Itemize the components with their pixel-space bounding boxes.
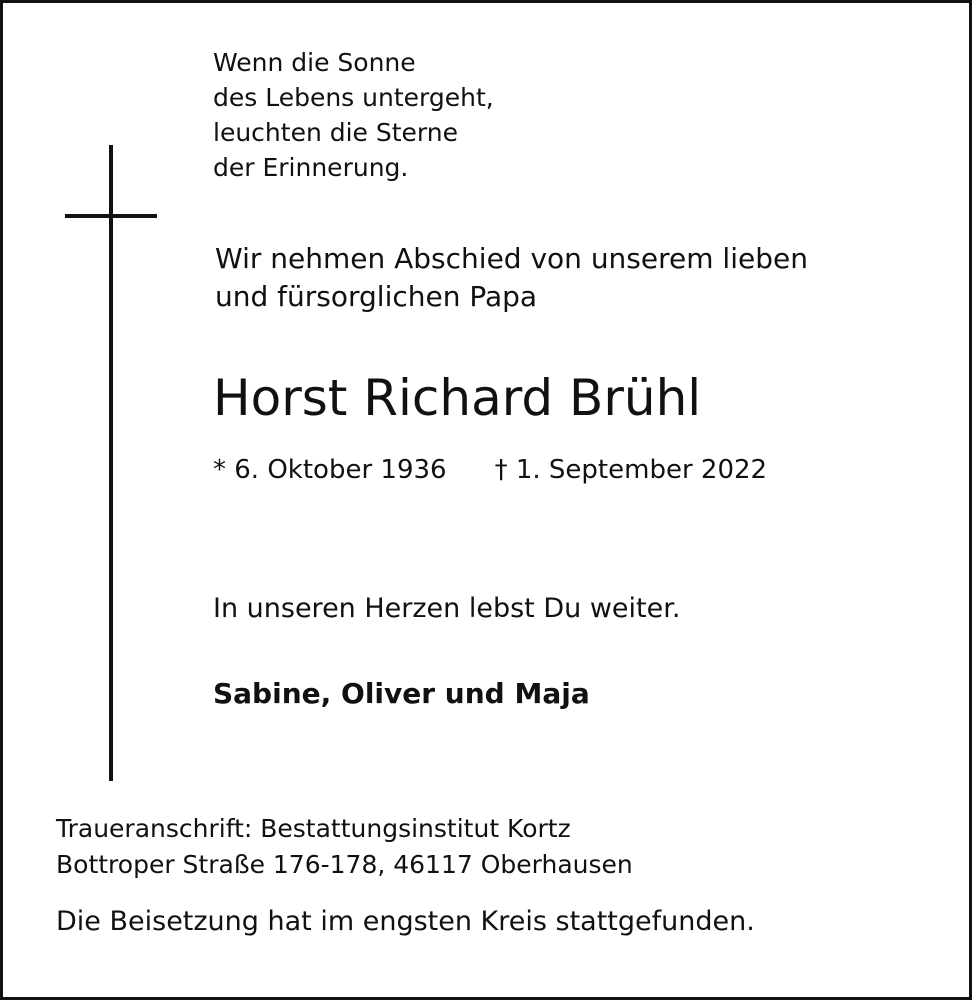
cross-horizontal-beam bbox=[65, 214, 157, 218]
mourning-address bbox=[56, 811, 633, 883]
death-date: † 1. September 2022 bbox=[494, 455, 768, 485]
farewell-line: Wir nehmen Abschied von unserem lieben bbox=[215, 242, 808, 275]
mourners-signature: Sabine, Oliver und Maja bbox=[213, 677, 590, 710]
farewell-line: und fürsorglichen Papa bbox=[215, 280, 538, 313]
address-line: Bottroper Straße 176-178, 46117 Oberhausen bbox=[56, 850, 633, 879]
farewell-text bbox=[215, 240, 808, 316]
birth-date: * 6. Oktober 1936 bbox=[213, 455, 447, 485]
poem-line: leuchten die Sterne bbox=[213, 118, 458, 147]
deceased-name: Horst Richard Brühl bbox=[213, 369, 702, 427]
life-dates bbox=[213, 453, 767, 487]
poem-line: der Erinnerung. bbox=[213, 153, 409, 182]
tribute-text: In unseren Herzen lebst Du weiter. bbox=[213, 593, 681, 624]
poem-line: des Lebens untergeht, bbox=[213, 83, 494, 112]
address-line: Traueranschrift: Bestattungsinstitut Kortz bbox=[56, 814, 571, 843]
burial-note: Die Beisetzung hat im engsten Kreis stattgefunden. bbox=[56, 906, 755, 937]
memorial-poem bbox=[213, 45, 494, 185]
poem-line: Wenn die Sonne bbox=[213, 48, 416, 77]
cross-vertical-beam bbox=[109, 145, 113, 781]
